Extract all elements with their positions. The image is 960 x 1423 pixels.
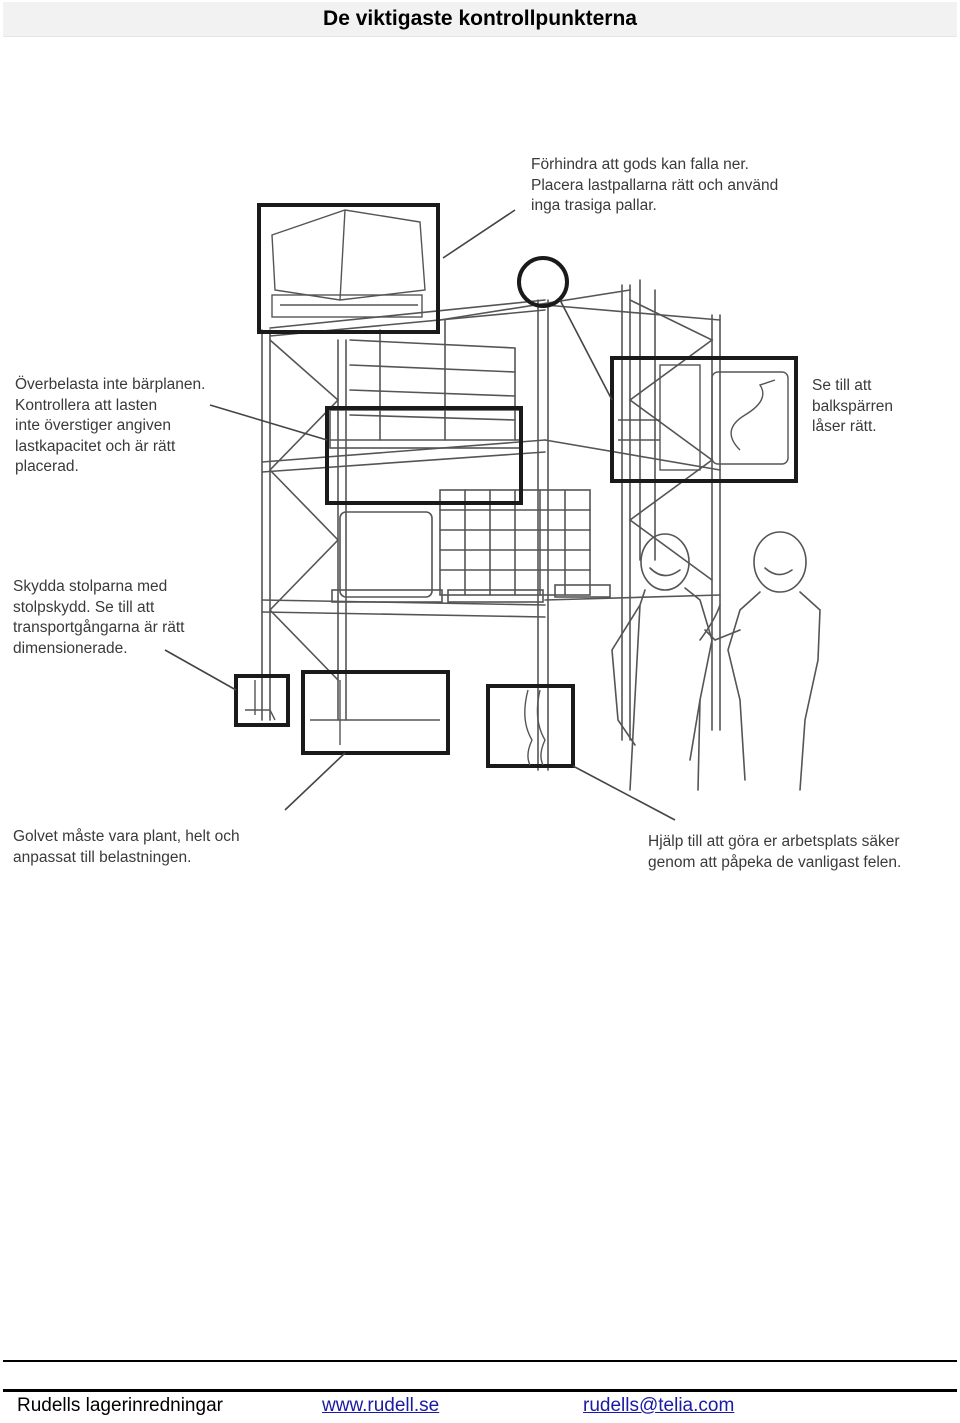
footer-divider-bottom bbox=[3, 1389, 957, 1392]
note-floor: Golvet måste vara plant, helt och anpassat till belastningen. bbox=[13, 828, 240, 866]
footer-company: Rudells lagerinredningar bbox=[17, 1395, 223, 1416]
note-workplace-safety: Hjälp till att göra er arbetsplats säker genom att påpeka de vanligast felen. bbox=[648, 833, 902, 871]
footer-email-link[interactable]: rudells@telia.com bbox=[583, 1395, 735, 1416]
footer-website-link[interactable]: www.rudell.se bbox=[322, 1395, 440, 1416]
warehouse-rack-illustration bbox=[0, 140, 960, 880]
note-post-protection: Skydda stolparna med stolpskydd. Se till att transportgångarna är rätt dimensionerade. bbox=[13, 578, 185, 657]
title-bar bbox=[3, 2, 957, 37]
note-beam-lock: Se till att balkspärren låser rätt. bbox=[812, 377, 893, 435]
note-falling-goods: Förhindra att gods kan falla ner. Placera lastpallarna rätt och använd inga trasiga pallar. bbox=[531, 156, 779, 214]
page-title: De viktigaste kontrollpunkterna bbox=[323, 7, 637, 30]
footer-divider-top bbox=[3, 1360, 957, 1362]
note-overload: Överbelasta inte bärplanen. Kontrollera att lasten inte överstiger angiven lastkapacitet och är rätt placerad. bbox=[15, 376, 206, 475]
